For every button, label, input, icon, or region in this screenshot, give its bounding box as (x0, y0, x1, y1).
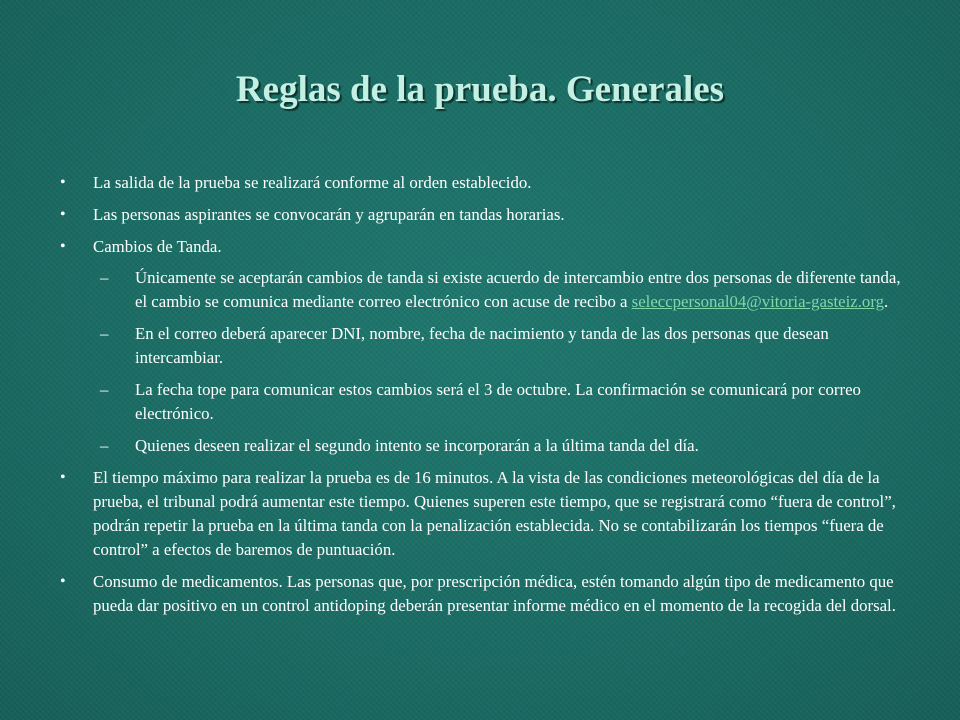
sub-bullet-list (60, 266, 910, 458)
bullet-text: El tiempo máximo para realizar la prueba es de 16 minutos. A la vista de las condiciones meteorológicas del día de la prueba, el tribunal podrá aumentar este tiempo. Quienes superen este tiempo, que se registrará como “fuera de control”, podrán repetir la prueba en la última tanda con la penalización establecida. No se contabilizarán los tiempos “fuera de control” a efectos de baremos de puntuación. (93, 468, 896, 559)
sub-bullet-text: La fecha tope para comunicar estos cambios será el 3 de octubre. La confirmación se comunicará por correo electrónico. (135, 380, 861, 423)
bullet-item (60, 570, 910, 618)
sub-bullet-text: En el correo deberá aparecer DNI, nombre, fecha de nacimiento y tanda de las dos personas que desean intercambiar. (135, 324, 829, 367)
bullet-icon: • (60, 573, 66, 590)
slide-body (60, 171, 910, 626)
bullet-text: Cambios de Tanda. (93, 237, 222, 256)
slide-title: Reglas de la prueba. Generales (235, 69, 725, 110)
sub-bullet-item (60, 266, 910, 314)
bullet-item (60, 171, 910, 195)
dash-icon: – (100, 268, 109, 287)
sub-bullet-item (60, 322, 910, 370)
bullet-icon: • (60, 469, 66, 486)
bullet-text: Las personas aspirantes se convocarán y agruparán en tandas horarias. (93, 205, 565, 224)
bullet-item (60, 466, 910, 562)
sub-bullet-text-end: . (884, 292, 889, 311)
sub-bullet-text: Únicamente se aceptarán cambios de tanda si existe acuerdo de intercambio entre dos personas de diferente tanda, el cambio se comunica mediante correo electrónico con acuse de recibo a (135, 268, 901, 311)
bullet-icon: • (60, 238, 66, 255)
dash-icon: – (100, 380, 109, 399)
sub-bullet-item (60, 378, 910, 426)
bullet-icon: • (60, 206, 66, 223)
bullet-item (60, 203, 910, 227)
sub-bullet-text: Quienes deseen realizar el segundo intento se incorporarán a la última tanda del día. (135, 436, 699, 455)
email-link[interactable]: seleccpersonal04@vitoria-gasteiz.org (631, 292, 884, 311)
sub-bullet-item (60, 434, 910, 458)
bullet-icon: • (60, 174, 66, 191)
bullet-item (60, 235, 910, 259)
bullet-text: La salida de la prueba se realizará conforme al orden establecido. (93, 173, 532, 192)
dash-icon: – (100, 436, 109, 455)
dash-icon: – (100, 324, 109, 343)
bullet-text: Consumo de medicamentos. Las personas que, por prescripción médica, estén tomando algún tipo de medicamento que pueda dar positivo en un control antidoping deberán presentar informe médico en el momento de la recogida del dorsal. (93, 572, 896, 615)
